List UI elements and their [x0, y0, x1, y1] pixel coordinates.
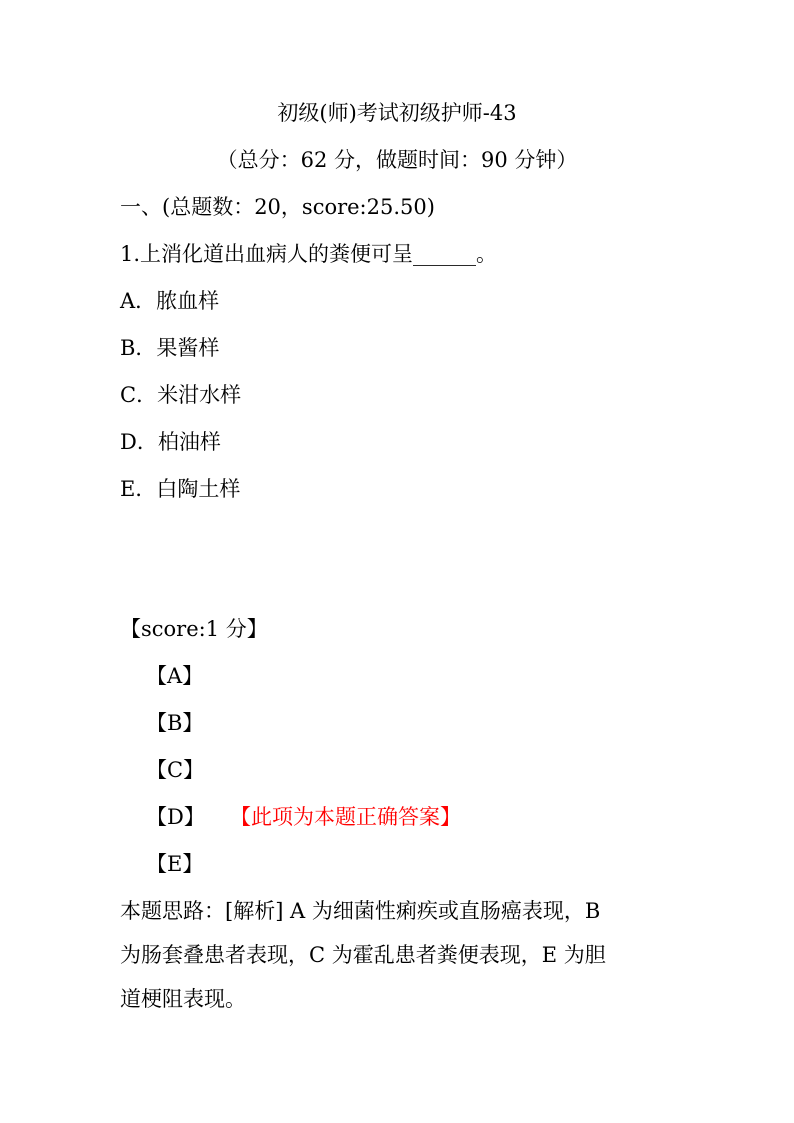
answer-d: 【D】	[146, 805, 205, 829]
option-b: B．果酱样	[120, 336, 220, 360]
correct-answer-note: 【此项为本题正确答案】	[230, 805, 461, 829]
option-a: A．脓血样	[120, 289, 220, 313]
analysis-line: 为肠套叠患者表现，C 为霍乱患者粪便表现，E 为胆	[120, 943, 606, 967]
answer-c: 【C】	[146, 758, 205, 782]
section-header: 一、(总题数：20，score:25.50)	[120, 195, 435, 219]
option-c: C．米泔水样	[120, 383, 242, 407]
answer-e: 【E】	[146, 852, 204, 876]
option-d: D．柏油样	[120, 430, 221, 454]
analysis-line: 本题思路：[解析] A 为细菌性痢疾或直肠癌表现，B	[120, 899, 601, 923]
analysis-line: 道梗阻表现。	[120, 987, 246, 1011]
question-stem: 1.上消化道出血病人的粪便可呈______。	[120, 242, 498, 266]
answer-b: 【B】	[146, 711, 204, 735]
exam-meta: （总分：62 分，做题时间：90 分钟）	[216, 148, 578, 172]
question-score: 【score:1 分】	[120, 617, 268, 641]
option-e: E．白陶土样	[120, 477, 241, 501]
exam-title: 初级(师)考试初级护师-43	[277, 101, 517, 125]
answer-a: 【A】	[146, 664, 204, 688]
